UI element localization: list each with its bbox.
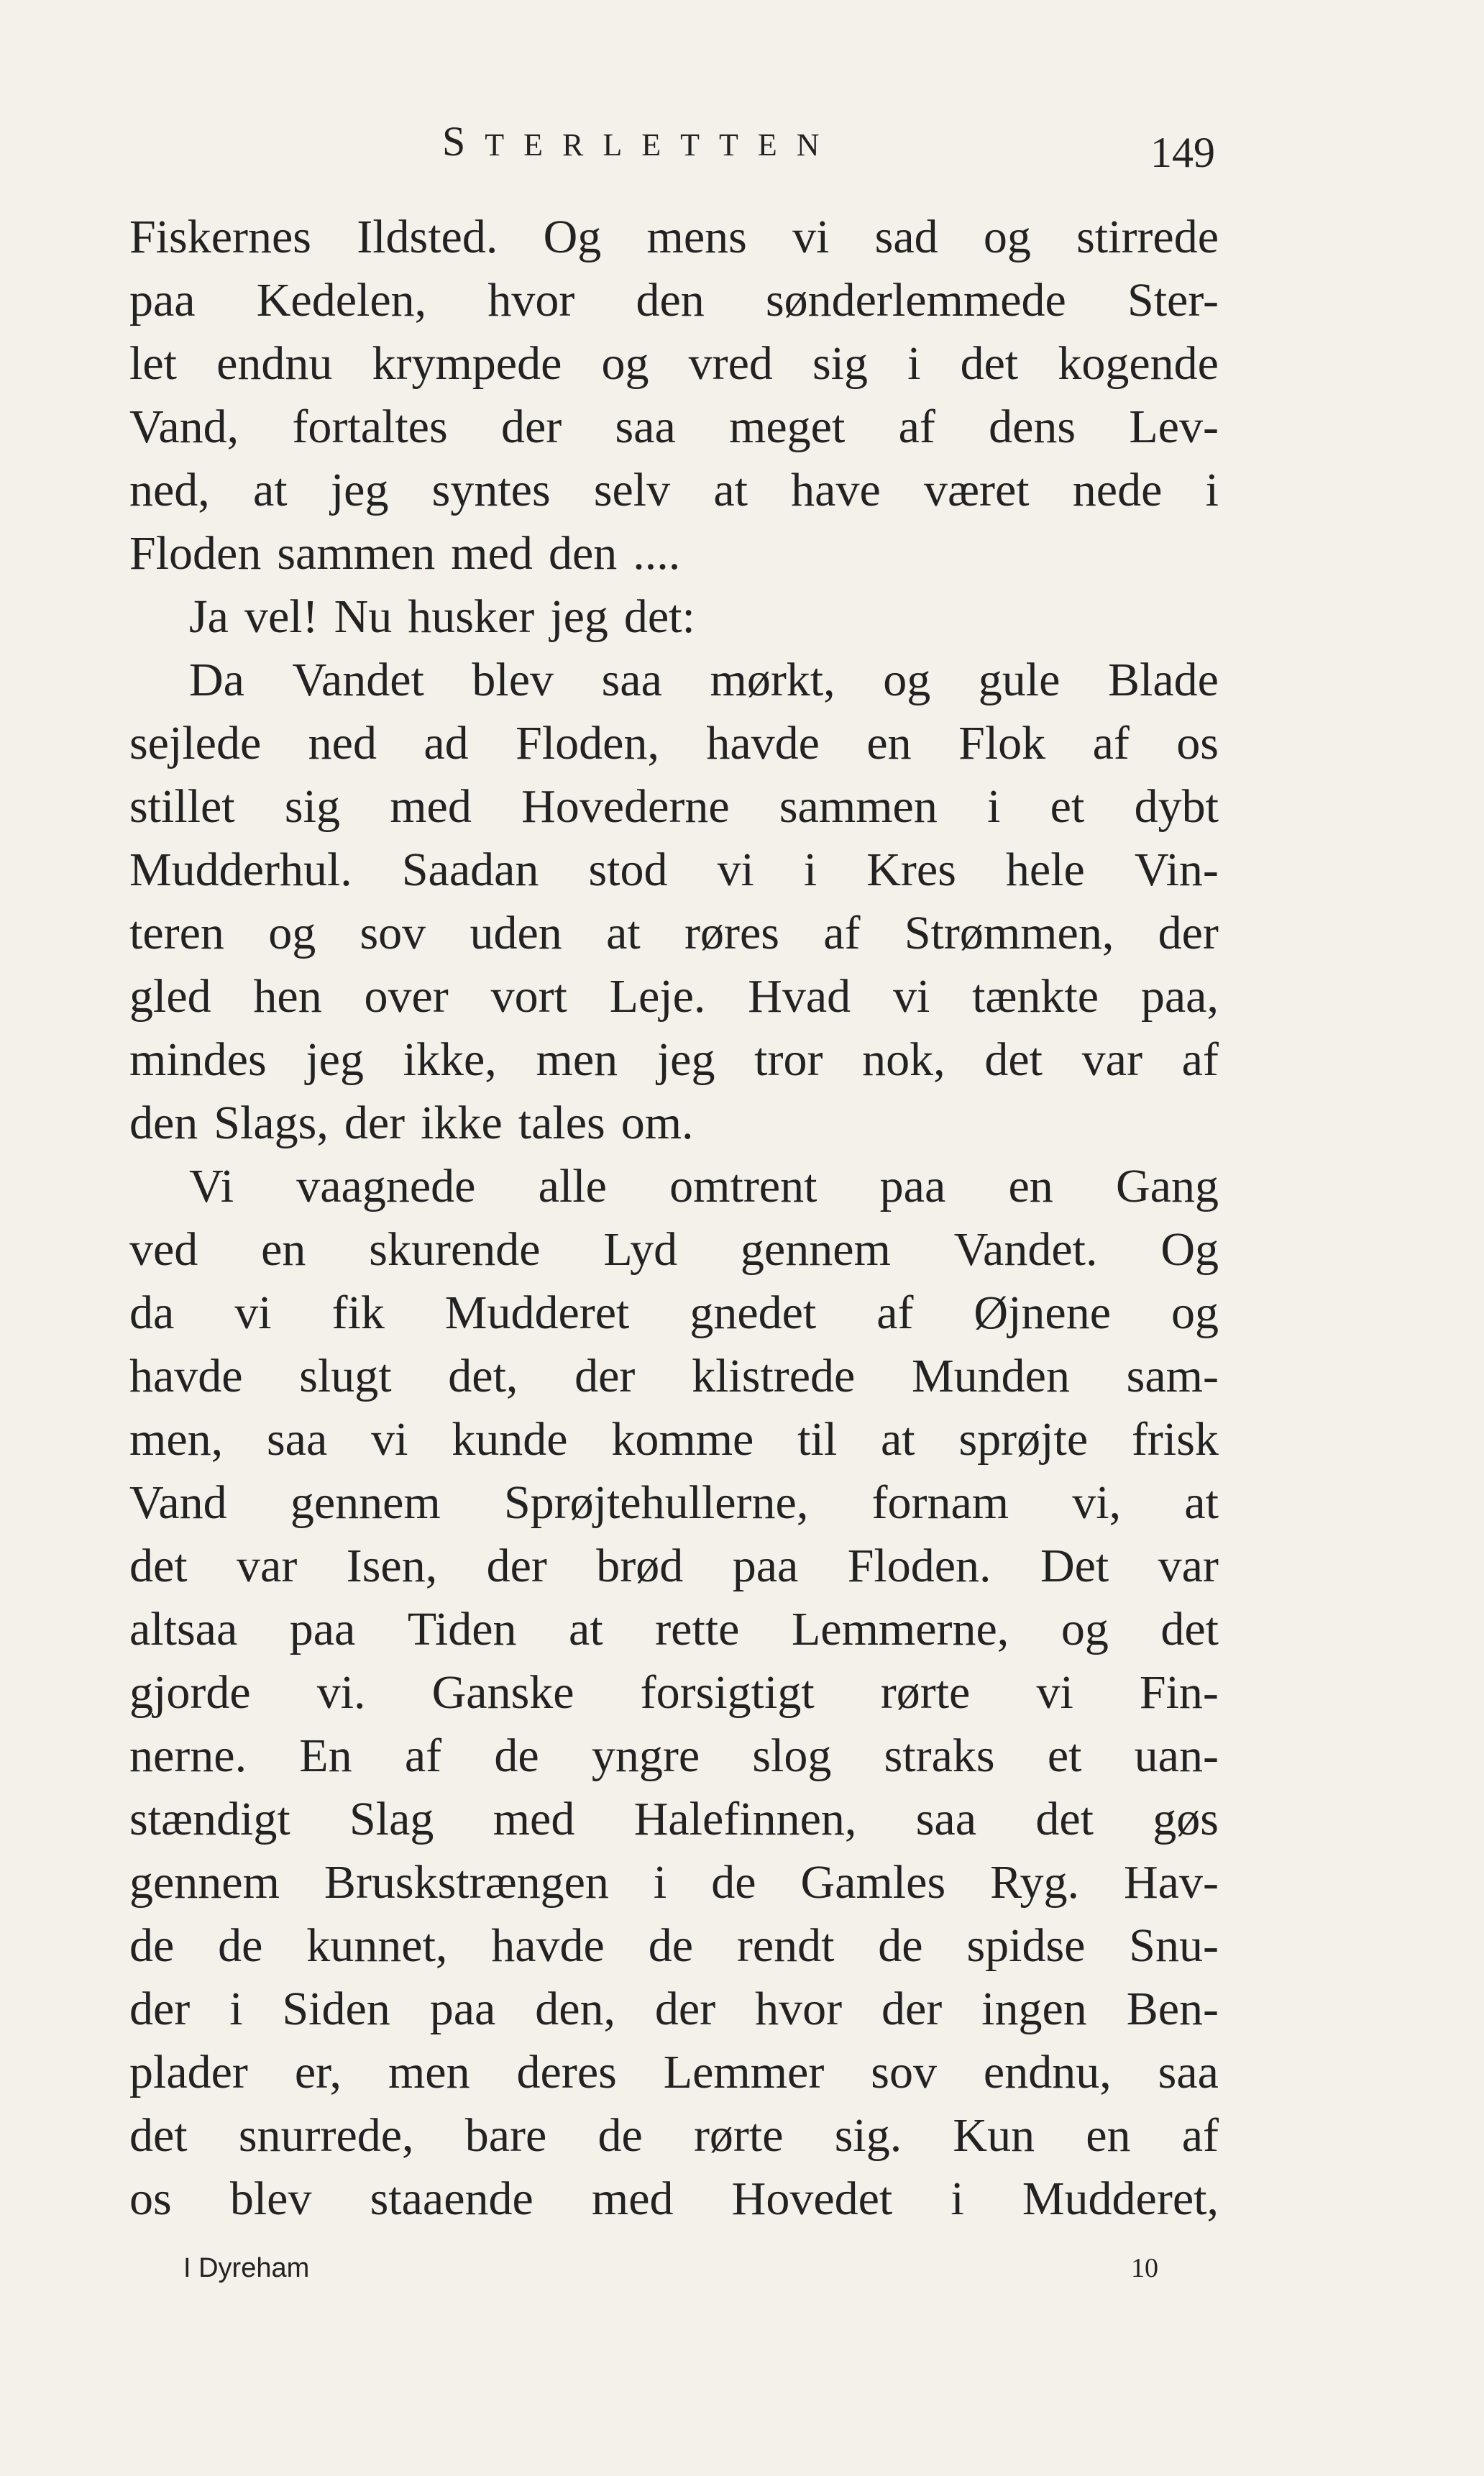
text-line: ved en skurende Lyd gennem Vandet. Og bbox=[129, 1223, 1219, 1276]
text-line: der i Siden paa den, der hvor der ingen Ben- bbox=[129, 1983, 1219, 2035]
text-line: let endnu krympede og vred sig i det kogende bbox=[129, 337, 1219, 390]
text-line: men, saa vi kunde komme til at sprøjte frisk bbox=[129, 1413, 1219, 1466]
text-line: Vand, fortaltes der saa meget af dens Lev- bbox=[129, 401, 1219, 453]
body-text bbox=[129, 206, 1219, 2231]
text-line: gennem Bruskstrængen i de Gamles Ryg. Hav- bbox=[129, 1856, 1219, 1909]
text-line: nerne. En af de yngre slog straks et uan- bbox=[129, 1730, 1219, 1782]
text-line: stillet sig med Hovederne sammen i et dybt bbox=[129, 780, 1219, 833]
text-line: Floden sammen med den .... bbox=[129, 527, 681, 580]
text-line: mindes jeg ikke, men jeg tror nok, det var af bbox=[129, 1033, 1219, 1086]
text-line: Vand gennem Sprøjtehullerne, fornam vi, at bbox=[129, 1476, 1219, 1529]
text-line: Ja vel! Nu husker jeg det: bbox=[189, 590, 695, 643]
text-line: det var Isen, der brød paa Floden. Det var bbox=[129, 1540, 1219, 1592]
text-line: plader er, men deres Lemmer sov endnu, saa bbox=[129, 2046, 1219, 2098]
text-line: Vi vaagnede alle omtrent paa en Gang bbox=[189, 1160, 1219, 1212]
text-line: Da Vandet blev saa mørkt, og gule Blade bbox=[189, 654, 1219, 706]
text-line: da vi fik Mudderet gnedet af Øjnene og bbox=[129, 1287, 1219, 1339]
text-line: gled hen over vort Leje. Hvad vi tænkte paa, bbox=[129, 970, 1219, 1023]
text-line: den Slags, der ikke tales om. bbox=[129, 1097, 694, 1149]
text-line: ned, at jeg syntes selv at have været nede i bbox=[129, 464, 1219, 516]
text-line: stændigt Slag med Halefinnen, saa det gøs bbox=[129, 1793, 1219, 1845]
text-line: os blev staaende med Hovedet i Mudderet, bbox=[129, 2173, 1219, 2225]
text-line: altsaa paa Tiden at rette Lemmerne, og det bbox=[129, 1603, 1219, 1655]
text-line: Mudderhul. Saadan stod vi i Kres hele Vin- bbox=[129, 844, 1219, 896]
sheet-number: 10 bbox=[1131, 2253, 1158, 2283]
page-number: 149 bbox=[1150, 129, 1215, 176]
printer-signature: I Dyreham bbox=[183, 2253, 310, 2283]
text-line: Fiskernes Ildsted. Og mens vi sad og stirrede bbox=[129, 211, 1219, 263]
text-line: paa Kedelen, hvor den sønderlemmede Ster- bbox=[129, 274, 1219, 326]
running-title: STERLETTEN bbox=[442, 118, 839, 165]
text-line: teren og sov uden at røres af Strømmen, der bbox=[129, 907, 1219, 959]
text-line: de de kunnet, havde de rendt de spidse Snu- bbox=[129, 1919, 1219, 1972]
text-line: sejlede ned ad Floden, havde en Flok af os bbox=[129, 717, 1219, 769]
text-line: gjorde vi. Ganske forsigtigt rørte vi Fin- bbox=[129, 1666, 1219, 1719]
text-line: det snurrede, bare de rørte sig. Kun en af bbox=[129, 2109, 1219, 2162]
text-line: havde slugt det, der klistrede Munden sam- bbox=[129, 1350, 1219, 1402]
